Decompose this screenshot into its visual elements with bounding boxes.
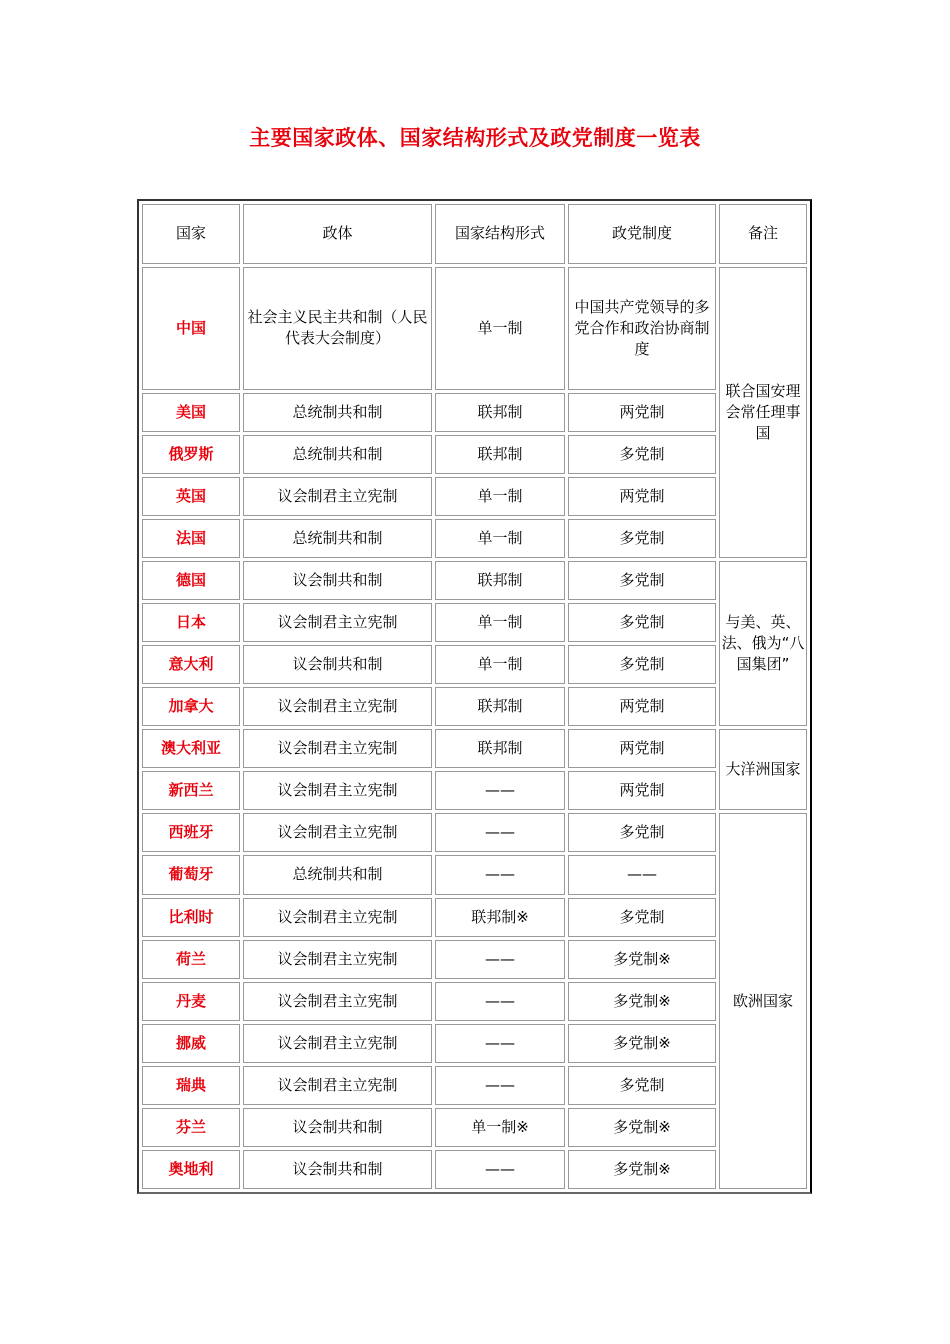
party-cell: 多党制※ (568, 1150, 716, 1189)
structure-cell: —— (435, 813, 565, 852)
country-cell: 美国 (142, 393, 240, 432)
party-cell: 多党制 (568, 603, 716, 642)
party-cell: 多党制 (568, 1066, 716, 1105)
structure-cell: 联邦制 (435, 687, 565, 726)
structure-cell: 联邦制 (435, 393, 565, 432)
table-row (142, 982, 807, 1021)
structure-cell: 单一制 (435, 477, 565, 516)
party-cell: 多党制 (568, 519, 716, 558)
table-body (142, 204, 807, 1189)
regime-cell: 社会主义民主共和制（人民代表大会制度） (243, 267, 432, 390)
party-cell: 多党制※ (568, 1108, 716, 1147)
country-cell: 丹麦 (142, 982, 240, 1021)
regime-cell: 总统制共和制 (243, 519, 432, 558)
party-cell: 两党制 (568, 771, 716, 810)
table-row (142, 729, 807, 768)
country-cell: 英国 (142, 477, 240, 516)
country-cell: 澳大利亚 (142, 729, 240, 768)
table-row (142, 1024, 807, 1063)
structure-cell: —— (435, 855, 565, 894)
party-cell: 中国共产党领导的多党合作和政治协商制度 (568, 267, 716, 390)
party-cell: 两党制 (568, 477, 716, 516)
country-cell: 瑞典 (142, 1066, 240, 1105)
regime-cell: 议会制君主立宪制 (243, 898, 432, 937)
regime-cell: 议会制共和制 (243, 561, 432, 600)
table-row (142, 1150, 807, 1189)
structure-cell: —— (435, 1066, 565, 1105)
table-row (142, 645, 807, 684)
table-row (142, 940, 807, 979)
country-table (137, 199, 812, 1194)
structure-cell: 单一制 (435, 267, 565, 390)
structure-cell: —— (435, 771, 565, 810)
note-cell-g8: 与美、英、法、俄为“八国集团” (719, 561, 807, 726)
regime-cell: 议会制君主立宪制 (243, 477, 432, 516)
table-row (142, 519, 807, 558)
note-cell-un-security-council: 联合国安理会常任理事国 (719, 267, 807, 559)
country-cell: 日本 (142, 603, 240, 642)
structure-cell: —— (435, 1024, 565, 1063)
country-cell: 芬兰 (142, 1108, 240, 1147)
structure-cell: 单一制※ (435, 1108, 565, 1147)
party-cell: 多党制※ (568, 940, 716, 979)
party-cell: 多党制 (568, 435, 716, 474)
table-row (142, 855, 807, 894)
country-cell: 西班牙 (142, 813, 240, 852)
table-row (142, 603, 807, 642)
regime-cell: 议会制共和制 (243, 1108, 432, 1147)
regime-cell: 议会制君主立宪制 (243, 1024, 432, 1063)
header-country: 国家 (142, 204, 240, 264)
table-row (142, 1108, 807, 1147)
header-note: 备注 (719, 204, 807, 264)
country-cell: 中国 (142, 267, 240, 390)
party-cell: 多党制 (568, 898, 716, 937)
regime-cell: 总统制共和制 (243, 435, 432, 474)
country-cell: 新西兰 (142, 771, 240, 810)
party-cell: 两党制 (568, 393, 716, 432)
party-cell: 多党制※ (568, 982, 716, 1021)
note-cell-oceania: 大洋洲国家 (719, 729, 807, 810)
regime-cell: 议会制君主立宪制 (243, 940, 432, 979)
regime-cell: 议会制君主立宪制 (243, 771, 432, 810)
page-title: 主要国家政体、国家结构形式及政党制度一览表 (249, 126, 701, 150)
table-header-row (142, 204, 807, 264)
structure-cell: 联邦制 (435, 561, 565, 600)
country-cell: 加拿大 (142, 687, 240, 726)
structure-cell: 联邦制 (435, 729, 565, 768)
structure-cell: —— (435, 982, 565, 1021)
regime-cell: 议会制君主立宪制 (243, 982, 432, 1021)
regime-cell: 议会制共和制 (243, 1150, 432, 1189)
regime-cell: 议会制君主立宪制 (243, 813, 432, 852)
table-row (142, 561, 807, 600)
regime-cell: 议会制君主立宪制 (243, 1066, 432, 1105)
regime-cell: 总统制共和制 (243, 393, 432, 432)
country-cell: 德国 (142, 561, 240, 600)
party-cell: 两党制 (568, 729, 716, 768)
table-row (142, 898, 807, 937)
table-row (142, 771, 807, 810)
structure-cell: 单一制 (435, 519, 565, 558)
country-cell: 荷兰 (142, 940, 240, 979)
regime-cell: 议会制共和制 (243, 645, 432, 684)
party-cell: —— (568, 855, 716, 894)
table-row (142, 435, 807, 474)
structure-cell: 联邦制 (435, 435, 565, 474)
country-cell: 比利时 (142, 898, 240, 937)
structure-cell: 单一制 (435, 603, 565, 642)
country-cell: 意大利 (142, 645, 240, 684)
regime-cell: 总统制共和制 (243, 855, 432, 894)
table-row (142, 1066, 807, 1105)
header-structure: 国家结构形式 (435, 204, 565, 264)
structure-cell: —— (435, 940, 565, 979)
table-row (142, 687, 807, 726)
table-row (142, 267, 807, 390)
party-cell: 多党制※ (568, 1024, 716, 1063)
regime-cell: 议会制君主立宪制 (243, 603, 432, 642)
note-cell-europe: 欧洲国家 (719, 813, 807, 1189)
structure-cell: 单一制 (435, 645, 565, 684)
header-party: 政党制度 (568, 204, 716, 264)
regime-cell: 议会制君主立宪制 (243, 729, 432, 768)
country-cell: 挪威 (142, 1024, 240, 1063)
header-regime: 政体 (243, 204, 432, 264)
regime-cell: 议会制君主立宪制 (243, 687, 432, 726)
structure-cell: 联邦制※ (435, 898, 565, 937)
table-row (142, 813, 807, 852)
party-cell: 多党制 (568, 561, 716, 600)
party-cell: 两党制 (568, 687, 716, 726)
structure-cell: —— (435, 1150, 565, 1189)
country-cell: 葡萄牙 (142, 855, 240, 894)
country-cell: 法国 (142, 519, 240, 558)
country-cell: 奥地利 (142, 1150, 240, 1189)
country-cell: 俄罗斯 (142, 435, 240, 474)
table-row (142, 393, 807, 432)
table-row (142, 477, 807, 516)
party-cell: 多党制 (568, 645, 716, 684)
party-cell: 多党制 (568, 813, 716, 852)
